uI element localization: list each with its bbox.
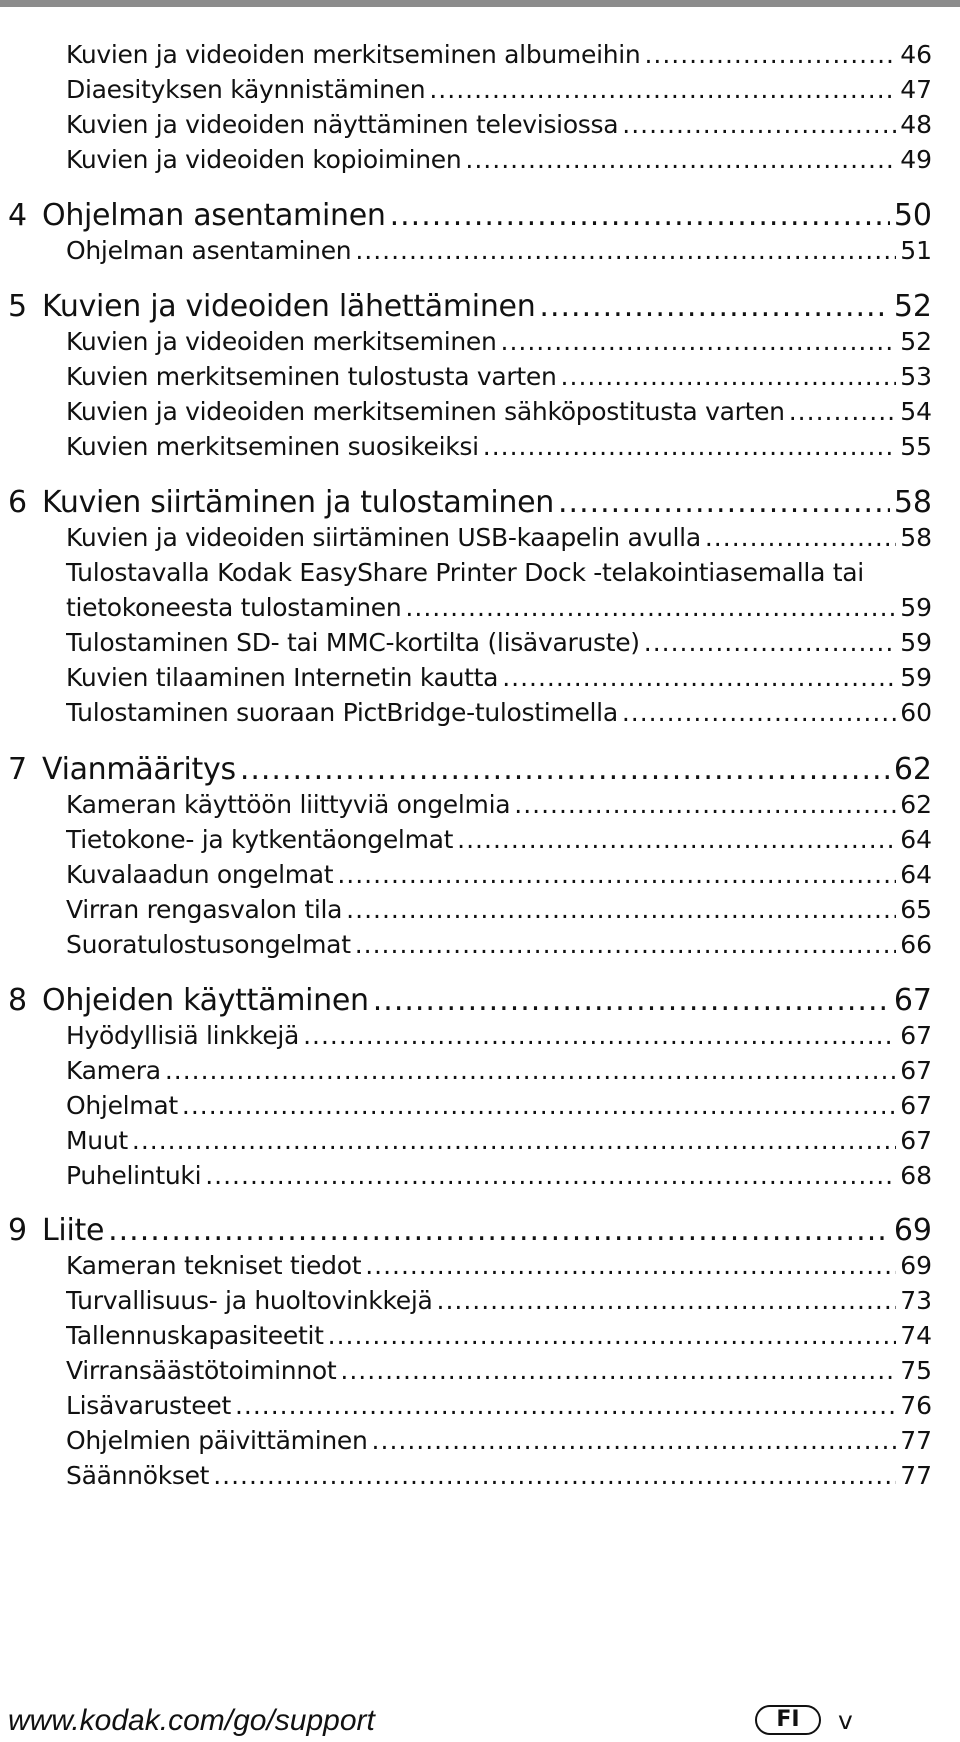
toc-entry[interactable] [66,519,932,557]
leader-dots [303,1017,896,1055]
toc-entry-page: 46 [900,40,932,69]
toc-entry-title: Kamera [66,1056,161,1085]
chapter-page: 67 [893,983,932,1018]
chapter-title: Kuvien siirtäminen ja tulostaminen [42,485,554,520]
toc-entry-page: 51 [900,236,932,265]
toc-entry-title: Suoratulostusongelmat [66,930,351,959]
toc-entry[interactable] [66,659,932,697]
toc-entry-title: Kuvien ja videoiden merkitseminen albumeihin [66,40,641,69]
toc-entry-page: 59 [900,593,932,622]
toc-entry-page: 62 [900,790,932,819]
toc-entry-page: 77 [900,1461,932,1490]
leader-dots [429,71,896,109]
toc-entry-page: 69 [900,1251,932,1280]
leader-dots [337,856,896,894]
chapter-title: Liite [42,1213,105,1248]
leader-dots [644,624,896,662]
leader-dots [213,1457,896,1495]
toc-entry[interactable] [66,1157,932,1195]
leader-dots [789,393,896,431]
toc-entry[interactable] [66,694,932,732]
toc-entry[interactable] [66,393,932,431]
toc-entry-title: tietokoneesta tulostaminen [66,593,402,622]
toc-entry-page: 48 [900,110,932,139]
chapter-page: 69 [893,1213,932,1248]
toc-entry-page: 55 [900,432,932,461]
toc-entry-title-line1[interactable]: Tulostavalla Kodak EasyShare Printer Dock -telakointiasemalla tai [66,558,864,587]
leader-dots [501,323,897,361]
leader-dots [205,1157,896,1195]
leader-dots [365,1247,896,1285]
toc-entry-title: Virran rengasvalon tila [66,895,343,924]
toc-entry[interactable] [66,786,932,824]
toc-entry[interactable] [66,1352,932,1390]
toc-entry-title: Kuvien ja videoiden näyttäminen televisiossa [66,110,619,139]
toc-entry-title: Kuvien ja videoiden siirtäminen USB-kaapelin avulla [66,523,701,552]
toc-entry[interactable] [66,323,932,361]
leader-dots [132,1122,896,1160]
toc-entry-title: Kuvien ja videoiden merkitseminen sähköpostitusta varten [66,397,785,426]
leader-dots [465,141,896,179]
toc-entry[interactable] [66,36,932,74]
toc-entry-page: 67 [900,1126,932,1155]
toc-entry[interactable] [66,106,932,144]
leader-dots [328,1317,897,1355]
toc-entry-title: Kuvien merkitseminen tulostusta varten [66,362,557,391]
chapter-page: 52 [893,289,932,324]
toc-entry-title: Tulostaminen suoraan PictBridge-tulostimella [66,698,618,727]
toc-entry[interactable] [66,1017,932,1055]
toc-entry-title: Virransäästötoiminnot [66,1356,337,1385]
toc-entry-title: Muut [66,1126,128,1155]
toc-entry-page: 77 [900,1426,932,1455]
language-badge: FI [755,1705,821,1735]
leader-dots [483,428,896,466]
page-number: v [838,1706,853,1735]
toc-entry[interactable] [66,358,932,396]
toc-entry[interactable] [66,1387,932,1425]
chapter-number: 5 [8,289,28,324]
toc-entry-title: Ohjelmat [66,1091,178,1120]
chapter-title: Ohjeiden käyttäminen [42,983,369,1018]
leader-dots [405,589,896,627]
toc-entry[interactable] [66,1282,932,1320]
leader-dots [644,36,896,74]
toc-entry-page: 64 [900,860,932,889]
leader-dots [514,786,896,824]
toc-entry-page: 58 [900,523,932,552]
toc-entry-title: Hyödyllisiä linkkejä [66,1021,300,1050]
toc-entry-title: Ohjelmien päivittäminen [66,1426,368,1455]
toc-entry[interactable] [66,1317,932,1355]
toc-entry-title: Kuvien ja videoiden merkitseminen [66,327,497,356]
toc-entry[interactable] [66,71,932,109]
toc-entry-page: 67 [900,1021,932,1050]
toc-entry-page: 74 [900,1321,932,1350]
toc-entry-page: 54 [900,397,932,426]
leader-dots [182,1087,896,1125]
toc-entry-page: 76 [900,1391,932,1420]
toc-entry-page: 68 [900,1161,932,1190]
toc-entry[interactable] [66,1087,932,1125]
chapter-number: 9 [8,1213,28,1248]
toc-entry-page: 52 [900,327,932,356]
toc-entry-page: 67 [900,1056,932,1085]
toc-entry-title: Kuvien tilaaminen Internetin kautta [66,663,499,692]
toc-entry[interactable] [66,856,932,894]
toc-entry[interactable] [66,1422,932,1460]
toc-entry[interactable] [66,141,932,179]
toc-entry[interactable] [66,1052,932,1090]
toc-entry[interactable] [66,624,932,662]
toc-entry-title: Kameran tekniset tiedot [66,1251,362,1280]
leader-dots [622,106,896,144]
leader-dots [340,1352,896,1390]
toc-entry-title: Tietokone- ja kytkentäongelmat [66,825,454,854]
chapter-number: 6 [8,485,28,520]
toc-entry[interactable] [66,821,932,859]
toc-entry-page: 64 [900,825,932,854]
chapter-page: 50 [893,198,932,233]
leader-dots [437,1282,897,1320]
toc-entry-title: Tallennuskapasiteetit [66,1321,324,1350]
leader-dots [165,1052,896,1090]
toc-entry[interactable] [66,926,932,964]
toc-entry-page: 53 [900,362,932,391]
toc-entry[interactable] [66,1247,932,1285]
top-rule [0,0,960,7]
toc-entry-title: Kuvalaadun ongelmat [66,860,334,889]
leader-dots [355,926,896,964]
toc-entry-page: 66 [900,930,932,959]
toc-entry-title: Tulostaminen SD- tai MMC-kortilta (lisävaruste) [66,628,640,657]
toc-entry-title: Kameran käyttöön liittyviä ongelmia [66,790,511,819]
leader-dots [355,232,896,270]
toc-entry-title: Puhelintuki [66,1161,202,1190]
support-url-link[interactable]: www.kodak.com/go/support [8,1704,375,1737]
chapter-title: Vianmääritys [42,752,236,787]
toc-entry[interactable] [66,891,932,929]
chapter-number: 7 [8,752,28,787]
leader-dots [622,694,896,732]
toc-entry-title: Diaesityksen käynnistäminen [66,75,426,104]
toc-entry-page: 65 [900,895,932,924]
toc-entry-title: Ohjelman asentaminen [66,236,352,265]
toc-entry[interactable] [66,428,932,466]
toc-entry-page: 59 [900,628,932,657]
leader-dots [346,891,896,929]
leader-dots [235,1387,896,1425]
toc-entry-title: Kuvien merkitseminen suosikeiksi [66,432,479,461]
toc-entry-page: 75 [900,1356,932,1385]
chapter-number: 4 [8,198,28,233]
toc-entry[interactable] [66,589,932,627]
chapter-number: 8 [8,983,28,1018]
chapter-page: 62 [893,752,932,787]
leader-dots [372,1422,897,1460]
leader-dots [457,821,896,859]
toc-entry[interactable] [66,232,932,270]
toc-entry-title: Turvallisuus- ja huoltovinkkejä [66,1286,433,1315]
chapter-title: Kuvien ja videoiden lähettäminen [42,289,536,324]
chapter-page: 58 [893,485,932,520]
toc-entry[interactable] [66,1122,932,1160]
toc-entry-title: Säännökset [66,1461,210,1490]
toc-entry-page: 60 [900,698,932,727]
leader-dots [502,659,896,697]
toc-entry-page: 59 [900,663,932,692]
chapter-title: Ohjelman asentaminen [42,198,386,233]
toc-entry-title: Lisävarusteet [66,1391,231,1420]
toc-entry-title: Kuvien ja videoiden kopioiminen [66,145,462,174]
toc-entry-page: 47 [900,75,932,104]
toc-entry-page: 67 [900,1091,932,1120]
toc-entry-page: 49 [900,145,932,174]
leader-dots [561,358,897,396]
leader-dots [705,519,896,557]
toc-entry[interactable] [66,1457,932,1495]
toc-entry-page: 73 [900,1286,932,1315]
